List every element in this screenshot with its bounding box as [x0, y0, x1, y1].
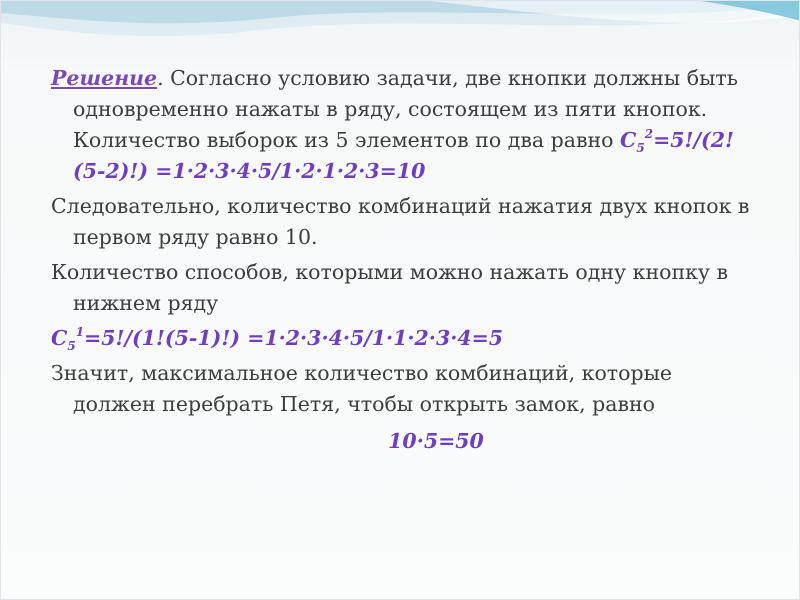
formula-symbol: C: [51, 326, 68, 350]
paragraph-bottom-row: Количество способов, которыми можно нажать одну кнопку в нижнем ряду: [51, 260, 729, 315]
formula-symbol: C: [620, 128, 637, 152]
paragraph-conclusion: Значит, максимальное количество комбинаций, которые должен перебрать Петя, чтобы открыть замок, равно: [51, 361, 673, 416]
formula-expression: =5!/(2!(5-2)!) =1·2·3·4·5/1·2·1·2·3=10: [73, 128, 734, 183]
formula-expression: =5!/(1!(5-1)!) =1·2·3·4·5/1·1·2·3·4=5: [84, 326, 504, 350]
solution-label: Решение: [51, 66, 158, 90]
formula-superscript: 2: [644, 127, 654, 141]
formula-subscript: 5: [636, 141, 645, 155]
formula-subscript: 5: [67, 339, 76, 353]
combination-formula-2: [51, 323, 751, 354]
decorative-header-swoosh: [1, 1, 800, 71]
formula-superscript: 1: [75, 325, 85, 339]
paragraph-solution: [51, 63, 751, 187]
paragraph-first-row: Следовательно, количество комбинаций нажатия двух кнопок в первом ряду равно 10.: [51, 194, 750, 249]
final-answer: 10·5=50: [388, 429, 484, 453]
solution-text: . Согласно условию задачи, две кнопки должны быть одновременно нажаты в ряду, состоящем из пяти кнопок. Количество выборок из 5 элементов по два равно: [73, 66, 738, 152]
slide-body: [51, 63, 751, 457]
